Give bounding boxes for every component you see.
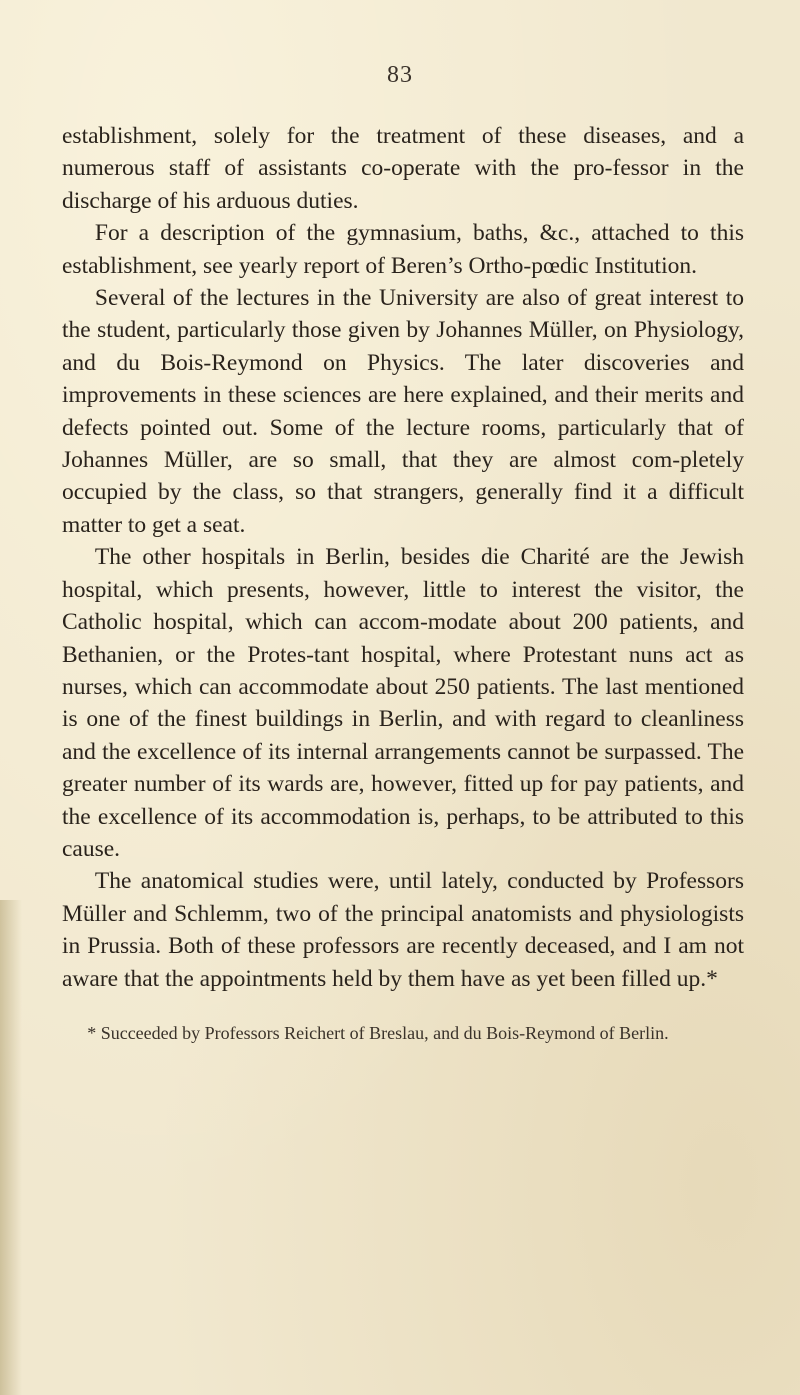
- paragraph-2: For a description of the gymnasium, baths, &c., attached to this establishment, see yearly report of Beren’s Ortho-pœdic Institution.: [62, 220, 744, 279]
- body-text: [62, 120, 744, 995]
- page-edge-shadow: [0, 900, 22, 1395]
- paragraph-3: Several of the lectures in the University are also of great interest to the student, particularly those given by Johannes Müller, on Physiology, and du Bois-Reymond on Physics. The later discoveries and improvements in these sciences are here explained, and their merits and defects pointed out. Some of the lecture rooms, particularly that of Johannes Müller, are so small, that they are almost com-pletely occupied by the class, so that strangers, generally find it a difficult matter to get a seat.: [62, 285, 744, 538]
- paragraph-5: The anatomical studies were, until lately, conducted by Professors Müller and Schlemm, two of the principal anatomists and physiologists in Prussia. Both of these professors are recently deceased, and I am not aware that the appointments held by them have as yet been filled up.*: [62, 868, 744, 992]
- paragraph-4: The other hospitals in Berlin, besides die Charité are the Jewish hospital, which presents, however, little to interest the visitor, the Catholic hospital, which can accom-modate about 200 patients, and Bethanien, or the Protes-tant hospital, where Protestant nuns act as nurses, which can accommodate about 250 patients. The last mentioned is one of the finest buildings in Berlin, and with regard to cleanliness and the excellence of its internal arrangements cannot be surpassed. The greater number of its wards are, however, fitted up for pay patients, and the excellence of its accommodation is, perhaps, to be attributed to this cause.: [62, 544, 744, 862]
- paragraph-1: establishment, solely for the treatment of these diseases, and a numerous staff of assistants co-operate with the pro-fessor in the discharge of his arduous duties.: [62, 123, 744, 214]
- footnote: * Succeeded by Professors Reichert of Breslau, and du Bois-Reymond of Berlin.: [87, 1023, 669, 1043]
- page-number: 83: [387, 62, 413, 88]
